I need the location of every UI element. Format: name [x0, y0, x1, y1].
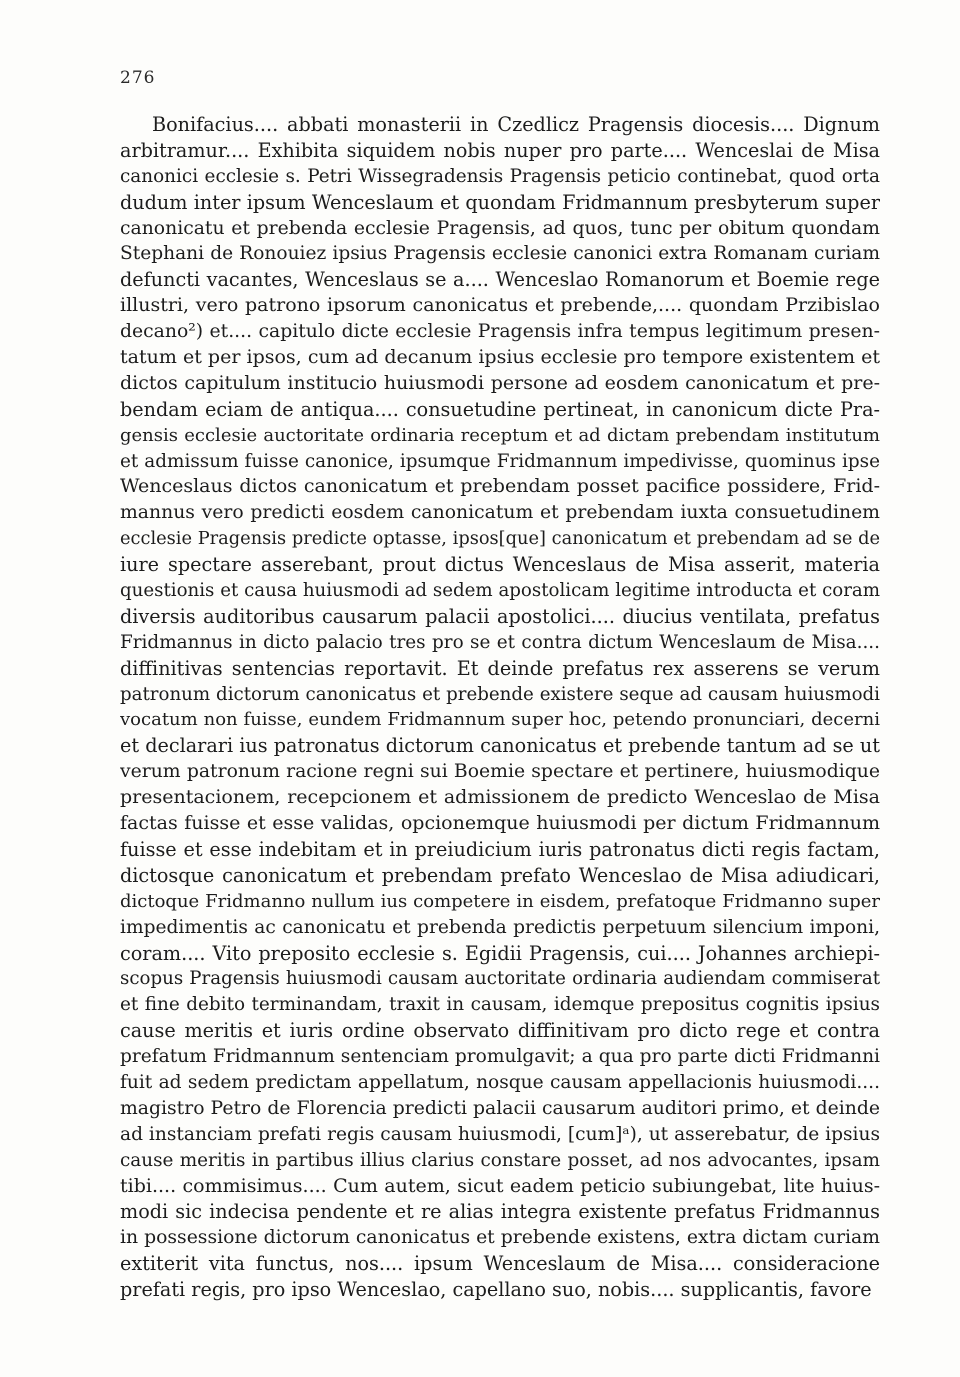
- text-line: cause meritis in partibus illius clarius constare posset, ad nos advocantes, ipsam: [120, 1149, 880, 1171]
- text-line: diffinitivas sentencias reportavit. Et deinde prefatus rex asserens se verum: [120, 656, 880, 680]
- text-line: iure spectare asserebant, prout dictus Wenceslaus de Misa asserit, materia: [120, 553, 880, 577]
- text-line: mannus vero predicti eosdem canonicatum et prebendam iuxta consuetudinem: [120, 502, 880, 524]
- text-line: fuisse et esse indebitam et in preiudicium iuris patronatus dicti regis factam,: [120, 837, 880, 861]
- text-line: ad instanciam prefati regis causam huiusmodi, [cum]ᵃ), ut asserebatur, de ipsius: [120, 1123, 880, 1145]
- text-line: Wenceslaus dictos canonicatum et prebendam posset pacifice possidere, Frid-: [120, 475, 880, 498]
- text-line: verum patronum racione regni sui Boemie spectare et pertinere, huiusmodique: [120, 761, 880, 783]
- text-line: scopus Pragensis huiusmodi causam auctoritate ordinaria audiendam commiserat: [120, 968, 880, 990]
- text-line: et declarari ius patronatus dictorum canonicatus et prebende tantum ad se ut: [120, 734, 880, 758]
- text-line: dictos capitulum institucio huiusmodi persone ad eosdem canonicatum et pre-: [120, 371, 880, 394]
- text-line: diversis auditoribus causarum palacii apostolici.... diucius ventilata, prefatus: [120, 604, 880, 628]
- text-line: canonici ecclesie s. Petri Wissegradensis Pragensis peticio continebat, quod orta: [120, 165, 880, 187]
- text-line: dictoque Fridmanno nullum ius competere in eisdem, prefatoque Fridmanno super: [120, 890, 880, 912]
- text-line: tibi.... commisimus.... Cum autem, sicut eadem peticio subiungebat, lite huius-: [120, 1174, 880, 1197]
- text-line: canonicatu et prebenda ecclesie Pragensis, ad quos, tunc per obitum quondam: [120, 217, 880, 239]
- text-line: gensis ecclesie auctoritate ordinaria receptum et ad dictam prebendam institutum: [120, 424, 880, 446]
- text-line: ecclesie Pragensis predicte optasse, ipsos[que] canonicatum et prebendam ad se de: [120, 528, 880, 550]
- text-line: patronum dictorum canonicatus et prebende existere seque ad causam huiusmodi: [120, 683, 880, 705]
- text-line: factas fuisse et esse validas, opcionemque huiusmodi per dictum Fridmannum: [120, 812, 880, 835]
- text-line: Bonifacius.... abbati monasterii in Czedlicz Pragensis diocesis.... Dignum: [152, 113, 880, 136]
- text-line: questionis et causa huiusmodi ad sedem apostolicam legitime introducta et coram: [120, 580, 880, 602]
- text-line: dictosque canonicatum et prebendam prefato Wenceslao de Misa adiudicari,: [120, 863, 880, 887]
- text-line: Fridmannus in dicto palacio tres pro se et contra dictum Wenceslaum de Misa....: [120, 631, 880, 653]
- text-line: dudum inter ipsum Wenceslaum et quondam Fridmannum presbyterum super: [120, 190, 880, 214]
- text-line: decano²) et.... capitulo dicte ecclesie Pragensis infra tempus legitimum presen-: [120, 321, 880, 343]
- text-line: defuncti vacantes, Wenceslaus se a.... Wenceslao Romanorum et Boemie rege: [120, 268, 880, 292]
- body-text: [120, 112, 880, 1303]
- text-line: impedimentis ac canonicatu et prebenda predictis perpetuum silencium imponi,: [120, 916, 880, 938]
- text-line: bendam eciam de antiqua.... consuetudine pertineat, in canonicum dicte Pra-: [120, 397, 880, 421]
- text-line: in possessione dictorum canonicatus et prebende existens, extra dictam curiam: [120, 1227, 880, 1249]
- text-line: vocatum non fuisse, eundem Fridmannum super hoc, petendo pronunciari, decerni: [120, 709, 880, 731]
- text-line: modi sic indecisa pendente et re alias integra existente prefatus Fridmannus: [120, 1200, 880, 1224]
- text-line: prefatum Fridmannum sentenciam promulgavit; a qua pro parte dicti Fridmanni: [120, 1046, 880, 1068]
- text-line: fuit ad sedem predictam appellatum, nosque causam appellacionis huiusmodi....: [120, 1071, 880, 1093]
- text-line: extiterit vita functus, nos.... ipsum Wenceslaum de Misa.... consideracione: [120, 1252, 880, 1276]
- text-line: illustri, vero patrono ipsorum canonicatus et prebende,.... quondam Przibislao: [120, 294, 880, 317]
- text-line: magistro Petro de Florencia predicti palacii causarum auditori primo, et deinde: [120, 1097, 880, 1119]
- text-line: presentacionem, recepcionem et admissionem de predicto Wenceslao de Misa: [120, 786, 880, 809]
- text-line: arbitramur.... Exhibita siquidem nobis nuper pro parte.... Wenceslai de Misa: [120, 138, 880, 162]
- text-line: Stephani de Ronouiez ipsius Pragensis ecclesie canonici extra Romanam curiam: [120, 243, 880, 265]
- text-line: tatum et per ipsos, cum ad decanum ipsius ecclesie pro tempore existentem et: [120, 346, 880, 369]
- text-line: et admissum fuisse canonice, ipsumque Fridmannum impedivisse, quominus ipse: [120, 450, 880, 472]
- text-line: et fine debito terminandam, traxit in causam, idemque prepositus cognitis ipsius: [120, 994, 880, 1016]
- text-line: cause meritis et iuris ordine observato diffinitivam pro dicto rege et contra: [120, 1019, 880, 1043]
- text-line: coram.... Vito preposito ecclesie s. Egidii Pragensis, cui.... Johannes archiepi-: [120, 941, 880, 965]
- text-line: prefati regis, pro ipso Wenceslao, capellano suo, nobis.... supplicantis, favore: [120, 1278, 872, 1302]
- page-number: 276: [120, 68, 156, 88]
